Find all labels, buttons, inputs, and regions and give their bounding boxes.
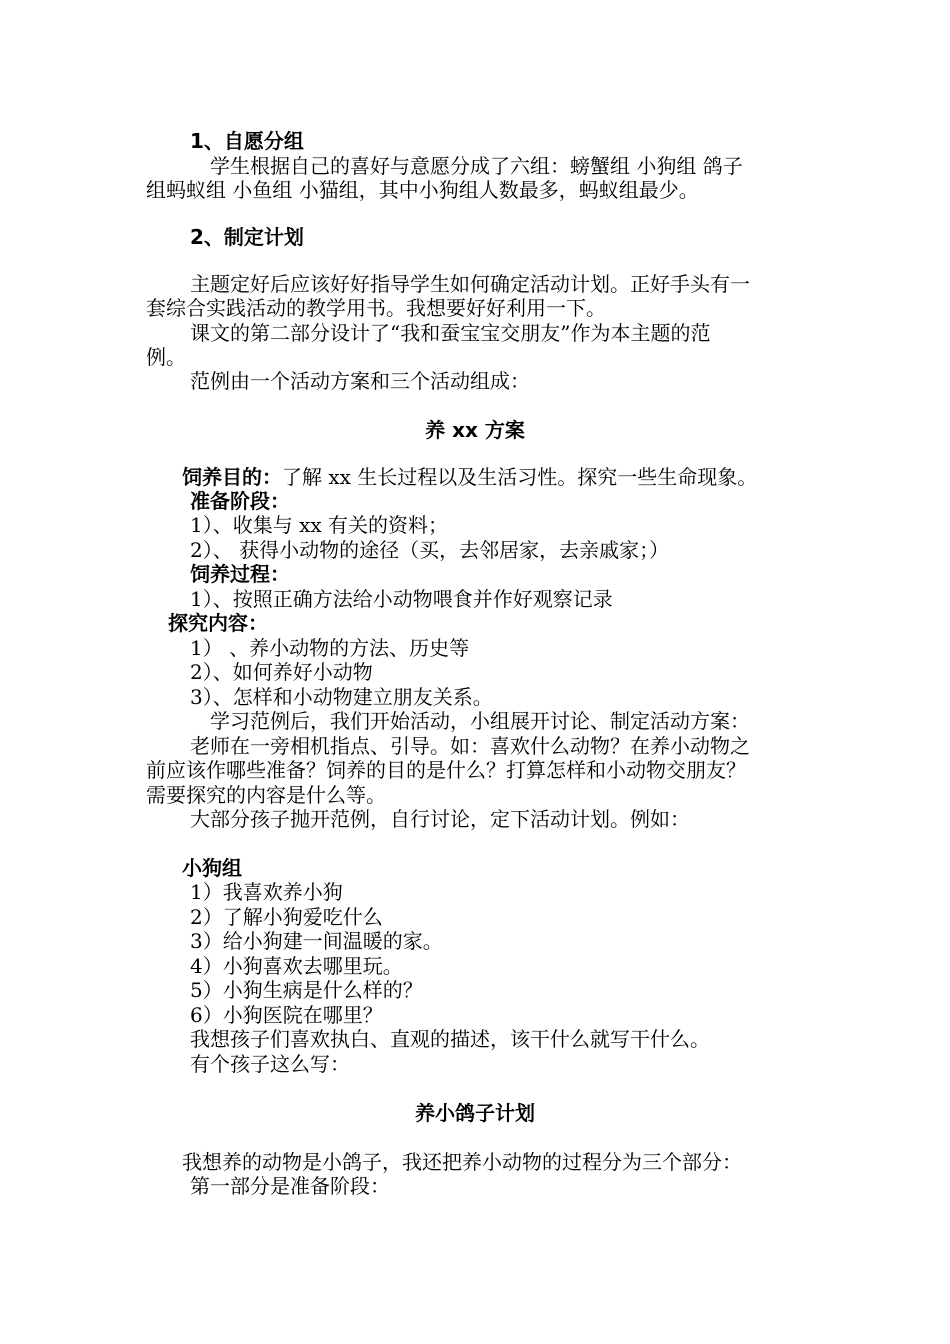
plan-title: 养 xx 方案: [425, 418, 525, 442]
list-item: 1）、按照正确方法给小动物喂食并作好观察记录: [190, 587, 613, 611]
list-item: 1）、收集与 xx 有关的资料；: [190, 513, 448, 537]
heading-voluntary-grouping: 1、自愿分组: [190, 129, 304, 153]
heading-make-plan: 2、制定计划: [190, 225, 304, 249]
paragraph-line: 有个孩子这么写：: [190, 1052, 350, 1076]
list-item: 6）小狗医院在哪里？: [190, 1003, 383, 1027]
paragraph-line: 前应该作哪些准备？饲养的目的是什么？打算怎样和小动物交朋友？: [146, 758, 746, 782]
paragraph-line: 课文的第二部分设计了“我和蚕宝宝交朋友”作为本主题的范: [190, 321, 711, 345]
list-item: 5）小狗生病是什么样的？: [190, 978, 423, 1002]
list-item: 1）我喜欢养小狗: [190, 880, 343, 904]
paragraph-line: 我想孩子们喜欢执白、直观的描述，该干什么就写干什么。: [190, 1027, 710, 1051]
pigeon-plan-title: 养小鸽子计划: [415, 1101, 535, 1125]
list-item: 2）、如何养好小动物: [190, 660, 373, 684]
feed-label: 饲养过程：: [190, 562, 290, 586]
explore-label: 探究内容：: [168, 611, 268, 635]
paragraph-line: 我想养的动物是小鸽子，我还把养小动物的过程分为三个部分：: [182, 1150, 742, 1174]
paragraph-line: 范例由一个活动方案和三个活动组成：: [190, 369, 530, 393]
goal-label: 饲养目的：: [182, 465, 282, 489]
paragraph-line: 需要探究的内容是什么等。: [146, 783, 386, 807]
paragraph-line: 大部分孩子抛开范例，自行讨论，定下活动计划。例如：: [190, 807, 690, 831]
prep-label: 准备阶段：: [190, 489, 290, 513]
paragraph-line: 套综合实践活动的教学用书。我想要好好利用一下。: [146, 296, 606, 320]
paragraph-line: 主题定好后应该好好指导学生如何确定活动计划。正好手头有一: [190, 272, 750, 296]
list-item: 2）了解小狗爱吃什么: [190, 905, 383, 929]
paragraph-line: 例。: [146, 345, 186, 369]
dog-group-label: 小狗组: [182, 856, 242, 880]
list-item: 2）、 获得小动物的途径（买，去邻居家，去亲戚家；）: [190, 538, 670, 562]
list-item: 4）小狗喜欢去哪里玩。: [190, 954, 403, 978]
paragraph-line: 第一部分是准备阶段：: [190, 1174, 390, 1198]
paragraph-line: 学习范例后，我们开始活动，小组展开讨论、制定活动方案：: [210, 709, 750, 733]
list-item: 1） 、养小动物的方法、历史等: [190, 636, 470, 660]
list-item: 3）、怎样和小动物建立朋友关系。: [190, 685, 493, 709]
goal-line: [182, 465, 757, 489]
paragraph-line: 老师在一旁相机指点、引导。如：喜欢什么动物？在养小动物之: [190, 734, 750, 758]
paragraph-line: 学生根据自己的喜好与意愿分成了六组：螃蟹组 小狗组 鸽子: [210, 154, 743, 178]
paragraph-line: 组蚂蚁组 小鱼组 小猫组，其中小狗组人数最多，蚂蚁组最少。: [146, 178, 699, 202]
goal-text: 了解 xx 生长过程以及生活习性。探究一些生命现象。: [282, 465, 758, 489]
list-item: 3）给小狗建一间温暖的家。: [190, 929, 443, 953]
